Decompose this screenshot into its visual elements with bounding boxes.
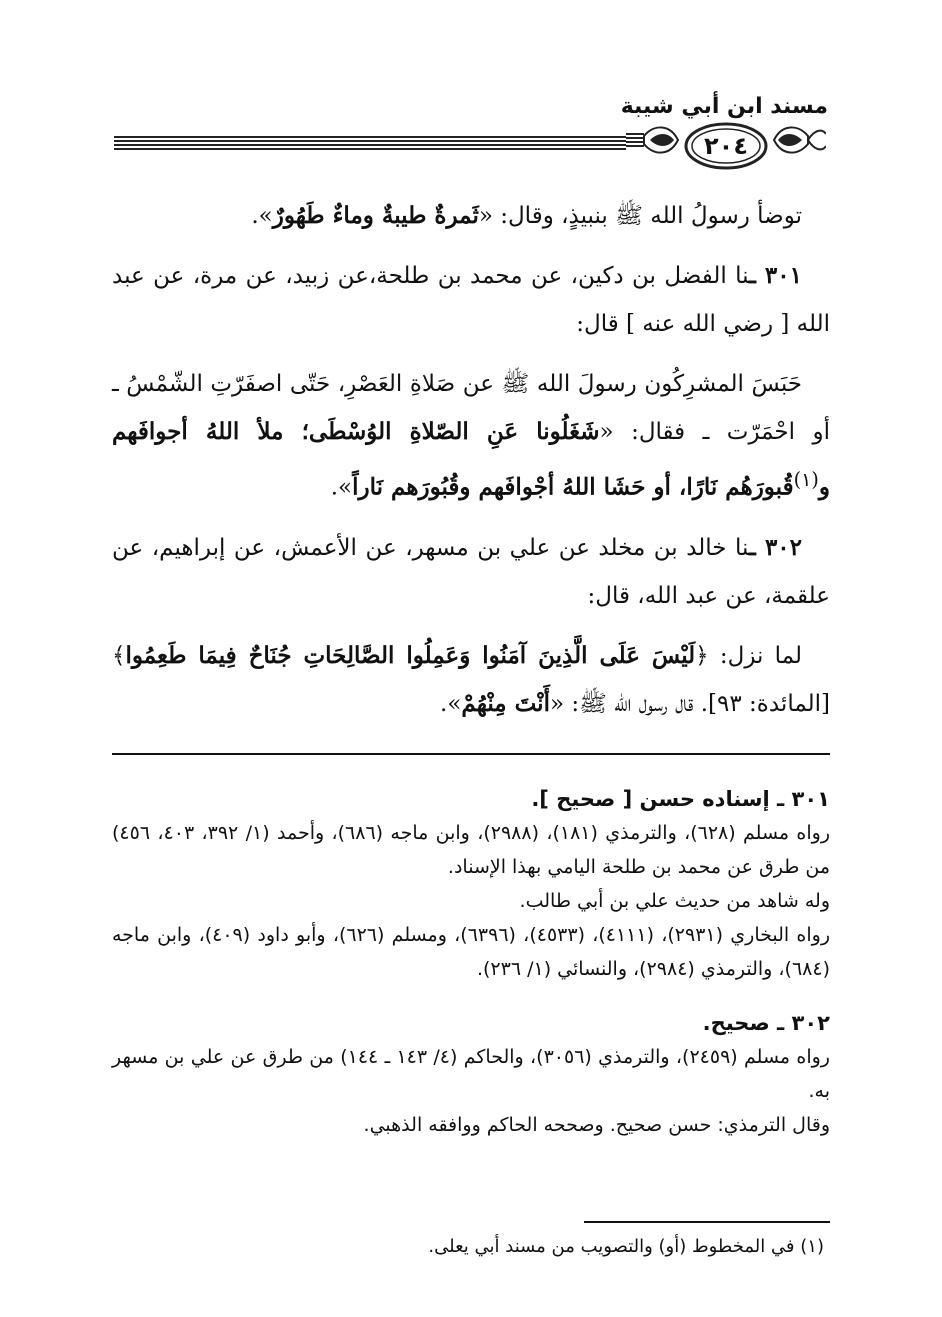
note-302-remark: وقال الترمذي: حسن صحيح. وصححه الحاكم ووافقه الذهبي.: [363, 1114, 830, 1136]
hadith-text: [112, 192, 830, 740]
hadith-302-chain: [112, 524, 830, 620]
footnote: (١) في المخطوط (أو) والتصويب من مسند أبي يعلى.: [428, 1236, 824, 1257]
text-run: توضأ رسولُ الله ﷺ بنبيذٍ، وقال: «: [478, 203, 802, 229]
hadith-301-chain: [112, 252, 830, 348]
note-301-grade: ٣٠١ ـ إسناده حسن [ صحيح ].: [531, 787, 830, 811]
note-302-grade: ٣٠٢ ـ صحيح.: [702, 1011, 830, 1035]
footnote-marker: (١): [793, 468, 819, 491]
footnote-rule: [584, 1221, 830, 1223]
page-number: ٢٠٤: [704, 132, 748, 160]
hadith-301-matn: [112, 360, 830, 512]
text-run: ».: [440, 690, 462, 717]
spacer: [112, 986, 830, 1006]
quran-verse: لَيْسَ عَلَى الَّذِينَ آمَنُوا وَعَمِلُوا الصَّالِحَاتِ جُنَاحٌ فِيمَا طَعِمُوا: [125, 641, 696, 669]
header-rule: [114, 136, 626, 154]
running-title: مسند ابن أبي شيبة: [620, 94, 828, 119]
takhrij-notes: [112, 782, 830, 1142]
prophetic-saying: ثَمرةٌ طيبةٌ وماءٌ طَهُورٌ: [272, 202, 479, 229]
note-302-sources: رواه مسلم (٢٤٥٩)، والترمذي (٣٠٥٦)، والحاكم (٤/ ١٤٣ ـ ١٤٤) من طرق عن علي بن مسهر به.: [112, 1046, 830, 1102]
text-run: ﴾ [المائدة: ٩٣]. قال رسول الله ﷺ: «: [112, 642, 830, 717]
hadith-302-matn: [112, 632, 830, 728]
isnad-text: نا خالد بن مخلد عن علي بن مسهر، عن الأعمش، عن إبراهيم، عن علقمة، عن عبد الله، قال:: [112, 534, 830, 609]
text-run: حَبَسَ المشرِكُون رسولَ الله ﷺ عن صَلاةِ العَصْرِ، حَتّى اصفَرّتِ الشّمْسُ ـ أو احْمَرّت ـ فقال: «: [112, 371, 830, 445]
prophetic-saying: أَنْتَ مِنْهُمْ: [461, 689, 550, 717]
hadith-number: ٣٠٢ ـ: [748, 533, 802, 561]
note-301-witness-sources: رواه البخاري (٢٩٣١)، (٤١١١)، (٤٥٣٣)، (٦٣٩٦)، ومسلم (٦٢٦)، وأبو داود (٤٠٩)، وابن ماجه (٦٨٤)، والترمذي (٢٩٨٤)، والنسائي (١/ ٢٣٦).: [112, 924, 831, 980]
hadith-number: ٣٠١ ـ: [749, 262, 802, 289]
prophetic-saying: شَغَلُونا عَنِ الصّلاةِ الوُسْطَى؛ ملأ اللهُ أجوافَهم و: [112, 418, 830, 501]
text-run: ».: [251, 203, 273, 229]
prophetic-saying: قُبورَهُم نَارًا، أو حَشَا اللهُ أجْوافَهم وقُبُورَهم نَاراً: [352, 473, 794, 501]
commentary-divider: [112, 753, 830, 755]
note-301-sources: رواه مسلم (٦٢٨)، والترمذي (١٨١)، (٢٩٨٨)، وابن ماجه (٦٨٦)، وأحمد (١/ ٣٩٢، ٤٠٣، ٤٥٦) من طرق عن محمد بن طلحة اليامي بهذا الإسناد.: [112, 822, 831, 878]
note-301-witness: وله شاهد من حديث علي بن أبي طالب.: [519, 890, 830, 912]
isnad-text: نا الفضل بن دكين، عن محمد بن طلحة،عن زبيد، عن مرة، عن عبد الله [ رضي الله عنه ] قال:: [112, 263, 830, 337]
hadith-continuation: [112, 192, 830, 240]
text-run: لما نزل: ﴿: [695, 642, 802, 669]
text-run: ».: [330, 474, 353, 501]
